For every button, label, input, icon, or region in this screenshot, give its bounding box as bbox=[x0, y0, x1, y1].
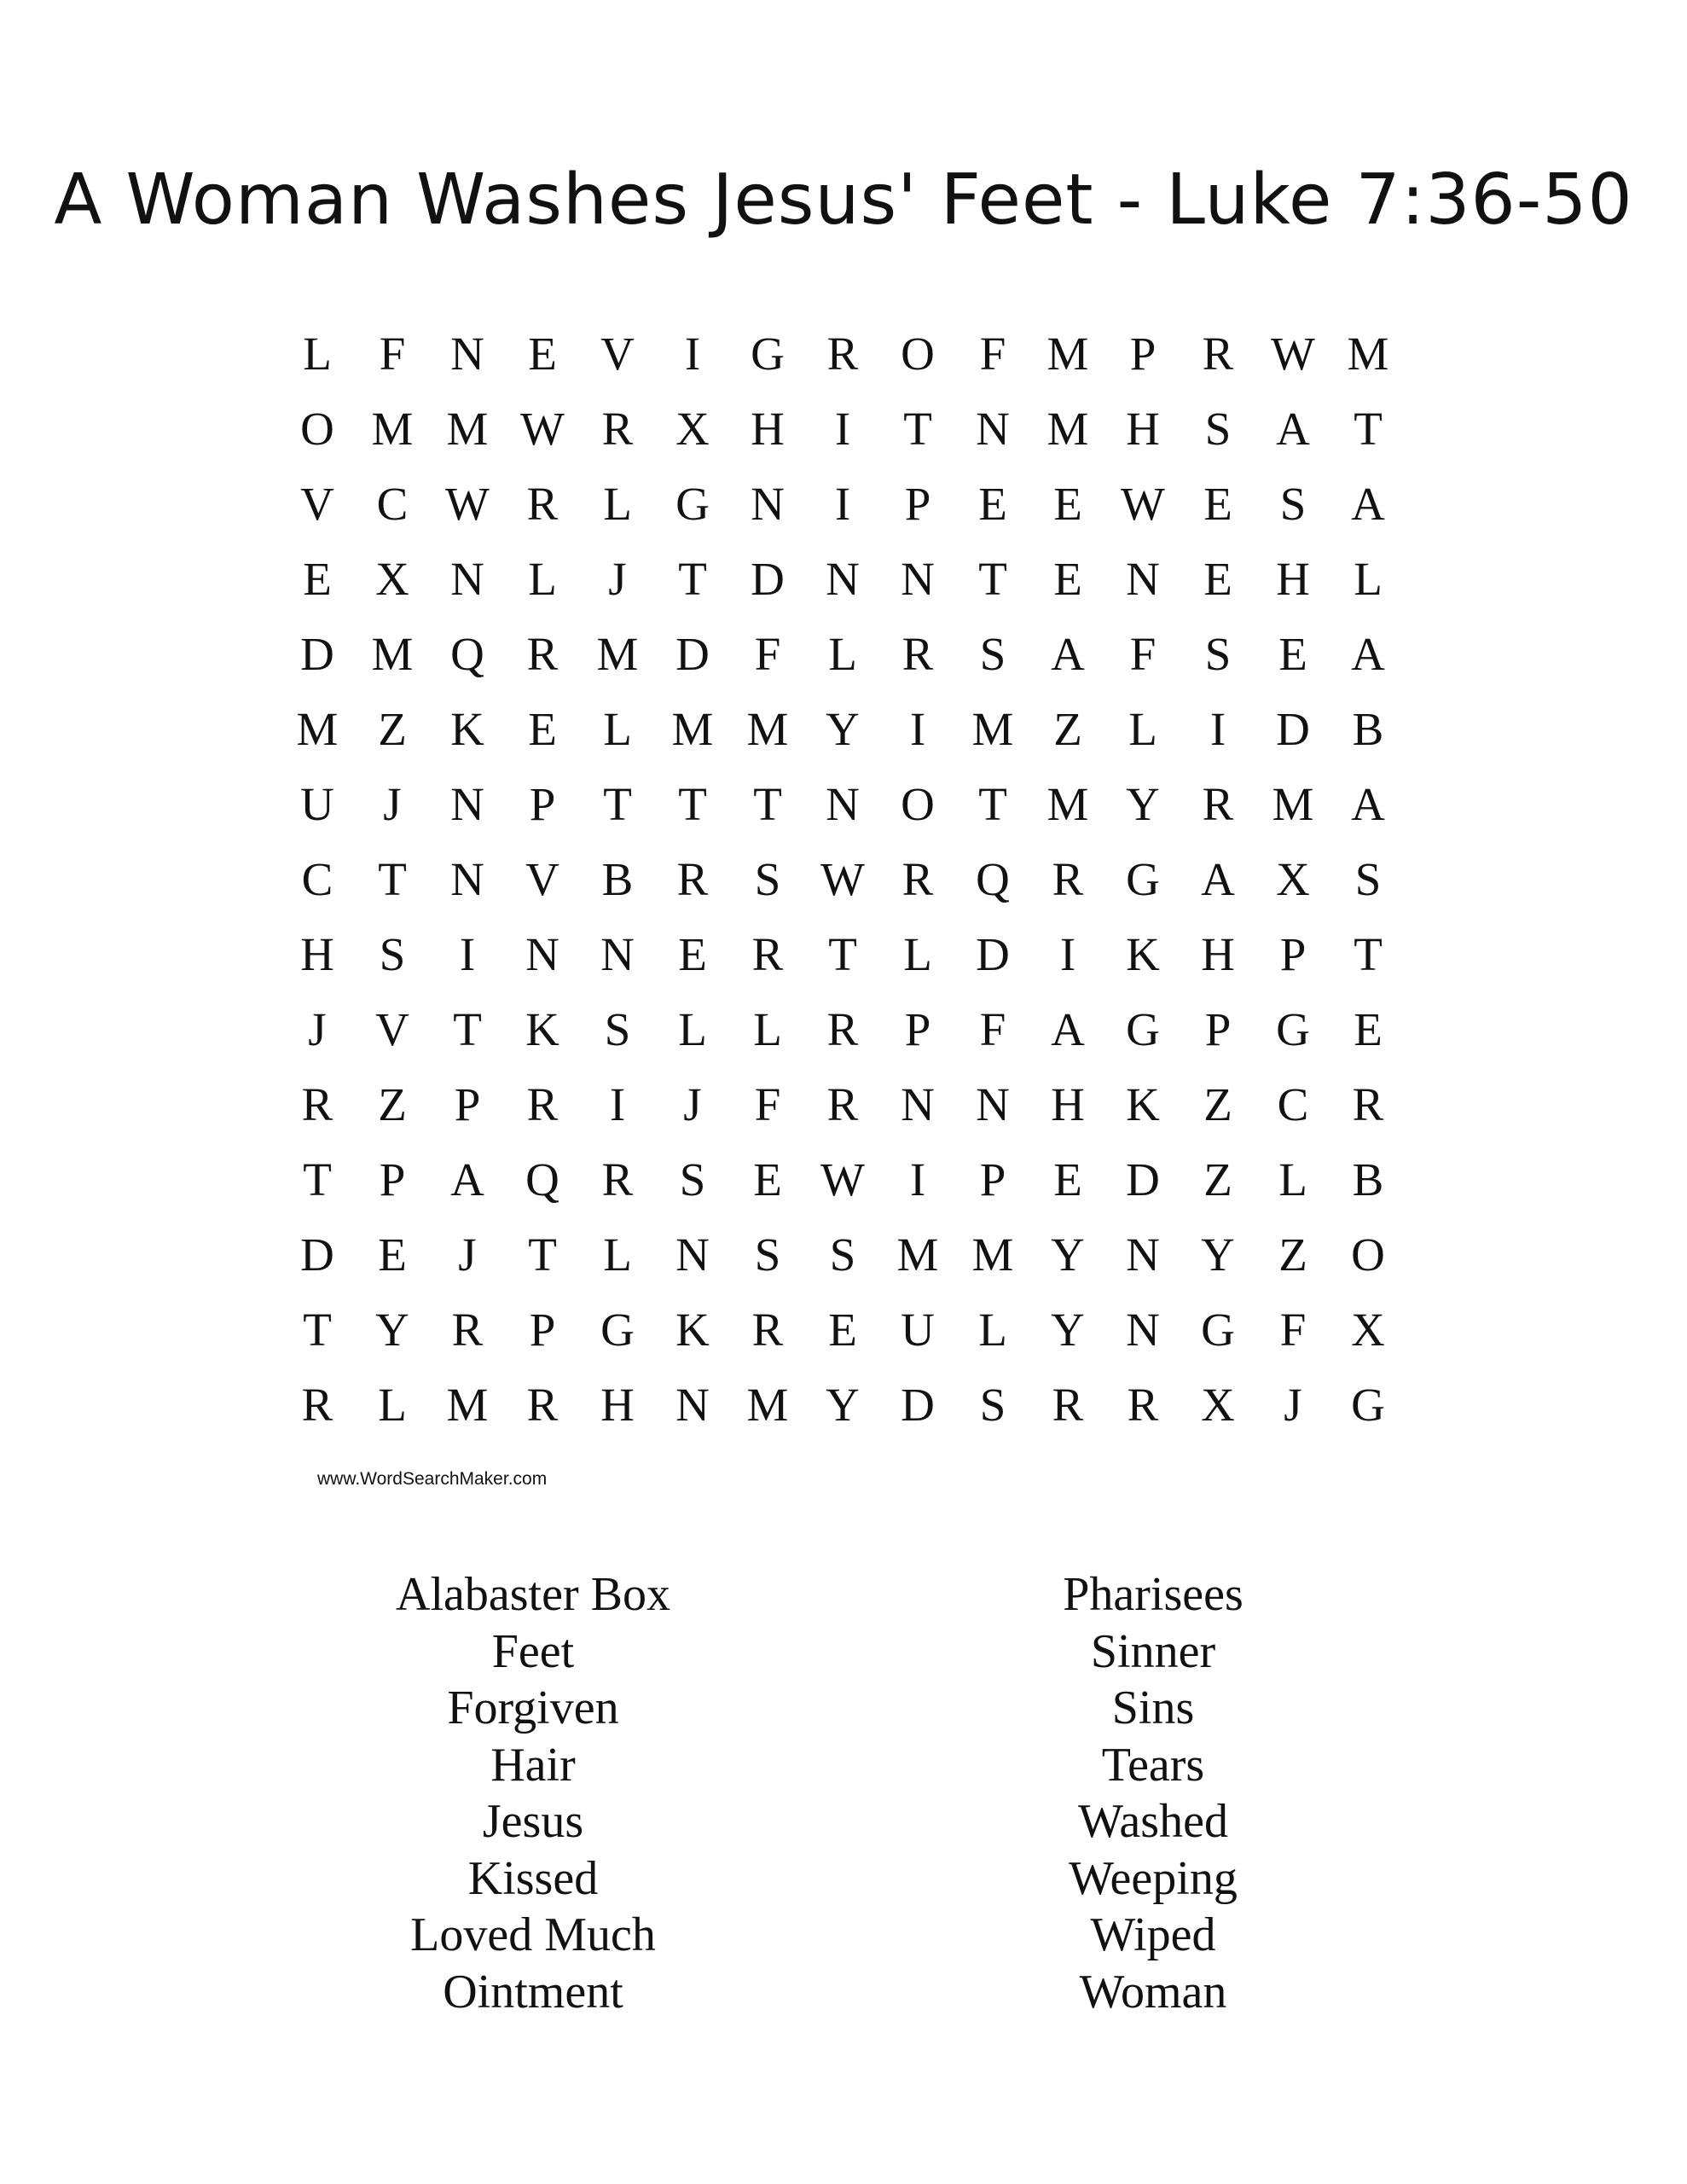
grid-letter: S bbox=[754, 852, 781, 905]
grid-letter: R bbox=[601, 1153, 634, 1205]
word-list-item: Washed bbox=[1078, 1795, 1228, 1848]
grid-letter: F bbox=[979, 327, 1006, 380]
grid-letter: I bbox=[834, 477, 851, 530]
grid-letter: L bbox=[603, 1228, 632, 1281]
grid-letter: M bbox=[971, 1228, 1014, 1281]
grid-letter: P bbox=[904, 477, 931, 530]
grid-letter: S bbox=[1204, 627, 1232, 680]
grid-letter: D bbox=[976, 927, 1010, 980]
grid-letter: H bbox=[600, 1378, 635, 1431]
grid-letter: M bbox=[1347, 327, 1389, 380]
grid-letter: S bbox=[754, 1228, 781, 1281]
grid-letter: M bbox=[446, 402, 489, 455]
grid-letter: N bbox=[901, 552, 935, 605]
grid-letter: S bbox=[979, 1378, 1006, 1431]
grid-letter: B bbox=[601, 852, 634, 905]
grid-letter: L bbox=[1354, 552, 1383, 605]
grid-letter: N bbox=[600, 927, 635, 980]
grid-letter: S bbox=[829, 1228, 856, 1281]
grid-letter: E bbox=[753, 1153, 782, 1205]
grid-letter: K bbox=[675, 1303, 710, 1356]
grid-letter: N bbox=[450, 327, 484, 380]
grid-letter: K bbox=[1126, 927, 1160, 980]
word-list-item: Sinner bbox=[1090, 1624, 1216, 1678]
grid-letter: G bbox=[1276, 1002, 1310, 1055]
word-list-item: Feet bbox=[491, 1624, 575, 1678]
grid-letter: W bbox=[1271, 327, 1315, 380]
grid-letter: D bbox=[1276, 702, 1310, 755]
grid-letter: A bbox=[1201, 852, 1235, 905]
grid-letter: T bbox=[978, 552, 1007, 605]
grid-letter: T bbox=[678, 552, 707, 605]
grid-letter: B bbox=[1352, 1153, 1384, 1205]
grid-letter: E bbox=[828, 1303, 857, 1356]
grid-letter: K bbox=[525, 1002, 559, 1055]
grid-letter: E bbox=[1278, 627, 1307, 680]
grid-letter: T bbox=[303, 1303, 332, 1356]
grid-letter: E bbox=[303, 552, 332, 605]
grid-letter: R bbox=[301, 1378, 333, 1431]
word-list-item: Jesus bbox=[482, 1795, 584, 1848]
grid-letter: Z bbox=[1203, 1153, 1232, 1205]
word-list-item: Woman bbox=[1079, 1965, 1227, 2018]
grid-letter: Y bbox=[1051, 1303, 1085, 1356]
grid-letter: D bbox=[300, 627, 334, 680]
grid-letter: Z bbox=[1278, 1228, 1307, 1281]
grid-letter: N bbox=[1126, 1303, 1160, 1356]
word-list-item: Ointment bbox=[443, 1965, 623, 2018]
grid-letter: K bbox=[450, 702, 484, 755]
grid-letter: A bbox=[1351, 477, 1385, 530]
grid-letter: T bbox=[678, 777, 707, 830]
grid-letter: Y bbox=[1126, 777, 1160, 830]
grid-letter: J bbox=[608, 552, 627, 605]
grid-letter: T bbox=[303, 1153, 332, 1205]
grid-letter: R bbox=[1052, 852, 1084, 905]
grid-letter: E bbox=[1354, 1002, 1383, 1055]
grid-letter: L bbox=[303, 327, 332, 380]
grid-letter: Z bbox=[378, 1077, 407, 1130]
grid-letter: G bbox=[675, 477, 710, 530]
grid-letter: M bbox=[1272, 777, 1314, 830]
grid-letter: Y bbox=[826, 702, 860, 755]
grid-letter: N bbox=[751, 477, 785, 530]
grid-letter: D bbox=[675, 627, 710, 680]
grid-letter: H bbox=[1051, 1077, 1085, 1130]
grid-letter: N bbox=[901, 1077, 935, 1130]
grid-letter: L bbox=[753, 1002, 782, 1055]
grid-letter: R bbox=[1352, 1077, 1384, 1130]
grid-letter: S bbox=[1204, 402, 1232, 455]
grid-letter: N bbox=[450, 777, 484, 830]
grid-letter: N bbox=[675, 1378, 710, 1431]
grid-letter: G bbox=[600, 1303, 635, 1356]
grid-letter: R bbox=[526, 477, 559, 530]
page-title: A Woman Washes Jesus' Feet - Luke 7:36-50 bbox=[54, 160, 1633, 241]
grid-letter: N bbox=[826, 552, 860, 605]
grid-letter: T bbox=[903, 402, 932, 455]
grid-letter: T bbox=[528, 1228, 557, 1281]
word-list-right bbox=[889, 1566, 1417, 2020]
letter-grid bbox=[280, 316, 1406, 1442]
grid-letter: R bbox=[826, 327, 859, 380]
grid-letter: O bbox=[901, 327, 935, 380]
grid-letter: X bbox=[375, 552, 409, 605]
grid-letter: T bbox=[378, 852, 407, 905]
grid-letter: V bbox=[375, 1002, 409, 1055]
grid-letter: H bbox=[1126, 402, 1160, 455]
grid-letter: L bbox=[378, 1378, 407, 1431]
grid-letter: A bbox=[1051, 627, 1085, 680]
grid-letter: R bbox=[526, 1378, 559, 1431]
grid-letter: W bbox=[445, 477, 490, 530]
word-list-item: Hair bbox=[490, 1738, 576, 1792]
grid-letter: R bbox=[901, 627, 934, 680]
grid-letter: R bbox=[826, 1002, 859, 1055]
grid-letter: G bbox=[1201, 1303, 1235, 1356]
grid-letter: R bbox=[751, 927, 784, 980]
grid-letter: Y bbox=[1201, 1228, 1235, 1281]
grid-letter: G bbox=[1126, 1002, 1160, 1055]
grid-letter: T bbox=[1354, 927, 1383, 980]
grid-letter: I bbox=[909, 702, 926, 755]
grid-letter: N bbox=[450, 852, 484, 905]
grid-letter: R bbox=[1202, 777, 1234, 830]
grid-letter: R bbox=[526, 627, 559, 680]
word-list-item: Forgiven bbox=[447, 1682, 619, 1734]
grid-letter: E bbox=[528, 702, 557, 755]
grid-letter: F bbox=[1129, 627, 1157, 680]
grid-letter: O bbox=[1351, 1228, 1385, 1281]
grid-letter: G bbox=[1351, 1378, 1385, 1431]
grid-letter: I bbox=[459, 927, 476, 980]
grid-letter: P bbox=[904, 1002, 931, 1055]
grid-letter: L bbox=[678, 1002, 707, 1055]
grid-letter: M bbox=[1046, 777, 1089, 830]
grid-letter: P bbox=[529, 1303, 556, 1356]
grid-letter: T bbox=[603, 777, 632, 830]
grid-letter: P bbox=[1129, 327, 1157, 380]
grid-letter: J bbox=[1284, 1378, 1302, 1431]
grid-letter: M bbox=[371, 627, 414, 680]
grid-letter: R bbox=[601, 402, 634, 455]
grid-letter: E bbox=[1203, 477, 1232, 530]
grid-letter: N bbox=[976, 1077, 1010, 1130]
grid-letter: A bbox=[1351, 777, 1385, 830]
grid-letter: G bbox=[1126, 852, 1160, 905]
grid-letter: I bbox=[834, 402, 851, 455]
grid-letter: R bbox=[1127, 1378, 1159, 1431]
word-list-item: Loved Much bbox=[410, 1908, 656, 1961]
grid-letter: H bbox=[300, 927, 334, 980]
grid-letter: V bbox=[525, 852, 559, 905]
grid-letter: M bbox=[596, 627, 639, 680]
grid-letter: N bbox=[1126, 552, 1160, 605]
grid-letter: T bbox=[753, 777, 782, 830]
grid-letter: W bbox=[820, 852, 865, 905]
grid-letter: J bbox=[383, 777, 402, 830]
grid-letter: X bbox=[1276, 852, 1310, 905]
grid-letter: P bbox=[1204, 1002, 1232, 1055]
word-list-item: Sins bbox=[1111, 1682, 1195, 1734]
grid-letter: Z bbox=[1203, 1077, 1232, 1130]
grid-letter: P bbox=[454, 1077, 481, 1130]
grid-letter: H bbox=[751, 402, 785, 455]
grid-letter: E bbox=[978, 477, 1007, 530]
grid-letter: J bbox=[458, 1228, 477, 1281]
grid-letter: T bbox=[978, 777, 1007, 830]
grid-letter: Q bbox=[976, 852, 1010, 905]
word-list-item: Kissed bbox=[467, 1851, 599, 1905]
grid-letter: U bbox=[300, 777, 334, 830]
grid-letter: X bbox=[1201, 1378, 1235, 1431]
grid-letter: L bbox=[603, 477, 632, 530]
grid-letter: T bbox=[828, 927, 857, 980]
grid-letter: R bbox=[526, 1077, 559, 1130]
grid-letter: Y bbox=[1051, 1228, 1085, 1281]
word-list-item: Tears bbox=[1101, 1738, 1205, 1792]
grid-letter: E bbox=[528, 327, 557, 380]
grid-letter: V bbox=[600, 327, 635, 380]
grid-letter: L bbox=[978, 1303, 1007, 1356]
grid-letter: H bbox=[1276, 552, 1310, 605]
grid-letter: I bbox=[1059, 927, 1076, 980]
grid-letter: R bbox=[901, 852, 934, 905]
grid-letter: M bbox=[896, 1228, 939, 1281]
grid-letter: D bbox=[300, 1228, 334, 1281]
grid-letter: O bbox=[901, 777, 935, 830]
grid-letter: S bbox=[604, 1002, 631, 1055]
word-list-item: Pharisees bbox=[1063, 1568, 1244, 1621]
grid-letter: E bbox=[1053, 552, 1082, 605]
website-credit: www.WordSearchMaker.com bbox=[317, 1469, 548, 1489]
grid-letter: T bbox=[1354, 402, 1383, 455]
grid-letter: A bbox=[1351, 627, 1385, 680]
grid-letter: I bbox=[609, 1077, 626, 1130]
grid-letter: R bbox=[451, 1303, 484, 1356]
grid-letter: Z bbox=[378, 702, 407, 755]
grid-letter: M bbox=[371, 402, 414, 455]
grid-letter: L bbox=[603, 702, 632, 755]
grid-letter: U bbox=[901, 1303, 935, 1356]
grid-letter: T bbox=[453, 1002, 482, 1055]
grid-letter: Q bbox=[525, 1153, 559, 1205]
grid-letter: Y bbox=[826, 1378, 860, 1431]
grid-letter: P bbox=[1279, 927, 1307, 980]
grid-letter: O bbox=[300, 402, 334, 455]
grid-letter: N bbox=[1126, 1228, 1160, 1281]
grid-letter: K bbox=[1126, 1077, 1160, 1130]
grid-letter: L bbox=[528, 552, 557, 605]
grid-letter: S bbox=[379, 927, 406, 980]
grid-letter: F bbox=[754, 627, 781, 680]
grid-letter: A bbox=[1276, 402, 1310, 455]
grid-letter: L bbox=[1278, 1153, 1307, 1205]
grid-letter: C bbox=[376, 477, 409, 530]
grid-letter: W bbox=[520, 402, 565, 455]
grid-letter: B bbox=[1352, 702, 1384, 755]
grid-letter: I bbox=[909, 1153, 926, 1205]
grid-letter: R bbox=[751, 1303, 784, 1356]
grid-letter: R bbox=[676, 852, 709, 905]
grid-letter: M bbox=[671, 702, 714, 755]
grid-letter: P bbox=[979, 1153, 1006, 1205]
grid-letter: R bbox=[301, 1077, 333, 1130]
grid-letter: N bbox=[525, 927, 559, 980]
grid-letter: R bbox=[1052, 1378, 1084, 1431]
grid-letter: S bbox=[979, 627, 1006, 680]
grid-letter: Y bbox=[375, 1303, 409, 1356]
grid-letter: W bbox=[820, 1153, 865, 1205]
grid-letter: I bbox=[684, 327, 701, 380]
grid-letter: W bbox=[1121, 477, 1165, 530]
grid-letter: M bbox=[296, 702, 339, 755]
grid-letter: D bbox=[901, 1378, 935, 1431]
grid-letter: L bbox=[903, 927, 932, 980]
grid-letter: N bbox=[450, 552, 484, 605]
grid-letter: P bbox=[379, 1153, 406, 1205]
grid-letter: F bbox=[979, 1002, 1006, 1055]
grid-letter: J bbox=[308, 1002, 327, 1055]
grid-letter: X bbox=[675, 402, 710, 455]
grid-letter: Z bbox=[1053, 702, 1082, 755]
grid-letter: M bbox=[746, 1378, 789, 1431]
grid-letter: X bbox=[1351, 1303, 1385, 1356]
grid-letter: P bbox=[529, 777, 556, 830]
grid-letter: M bbox=[446, 1378, 489, 1431]
grid-letter: N bbox=[826, 777, 860, 830]
grid-letter: L bbox=[828, 627, 857, 680]
grid-letter: M bbox=[1046, 327, 1089, 380]
grid-letter: V bbox=[300, 477, 334, 530]
grid-letter: N bbox=[976, 402, 1010, 455]
grid-letter: C bbox=[1277, 1077, 1309, 1130]
word-list-left bbox=[269, 1566, 797, 2020]
grid-letter: E bbox=[1203, 552, 1232, 605]
grid-letter: F bbox=[754, 1077, 781, 1130]
grid-letter: E bbox=[678, 927, 707, 980]
grid-letter: C bbox=[301, 852, 333, 905]
grid-letter: R bbox=[1202, 327, 1234, 380]
word-list-item: Alabaster Box bbox=[396, 1568, 670, 1621]
grid-letter: E bbox=[1053, 1153, 1082, 1205]
grid-letter: J bbox=[683, 1077, 702, 1130]
grid-letter: S bbox=[1354, 852, 1382, 905]
word-list-item: Wiped bbox=[1090, 1908, 1216, 1961]
grid-letter: A bbox=[450, 1153, 484, 1205]
grid-letter: E bbox=[1053, 477, 1082, 530]
grid-letter: R bbox=[826, 1077, 859, 1130]
grid-letter: H bbox=[1201, 927, 1235, 980]
grid-letter: L bbox=[1128, 702, 1157, 755]
grid-letter: S bbox=[679, 1153, 706, 1205]
grid-letter: M bbox=[746, 702, 789, 755]
word-list-item: Weeping bbox=[1069, 1851, 1238, 1905]
grid-letter: I bbox=[1209, 702, 1226, 755]
grid-letter: D bbox=[1126, 1153, 1160, 1205]
grid-letter: F bbox=[1279, 1303, 1307, 1356]
grid-letter: S bbox=[1279, 477, 1307, 530]
grid-letter: Q bbox=[450, 627, 484, 680]
grid-letter: D bbox=[751, 552, 785, 605]
grid-letter: M bbox=[971, 702, 1014, 755]
grid-letter: G bbox=[751, 327, 785, 380]
grid-letter: M bbox=[1046, 402, 1089, 455]
grid-letter: F bbox=[379, 327, 406, 380]
grid-letter: A bbox=[1051, 1002, 1085, 1055]
grid-letter: N bbox=[675, 1228, 710, 1281]
grid-letter: E bbox=[378, 1228, 407, 1281]
